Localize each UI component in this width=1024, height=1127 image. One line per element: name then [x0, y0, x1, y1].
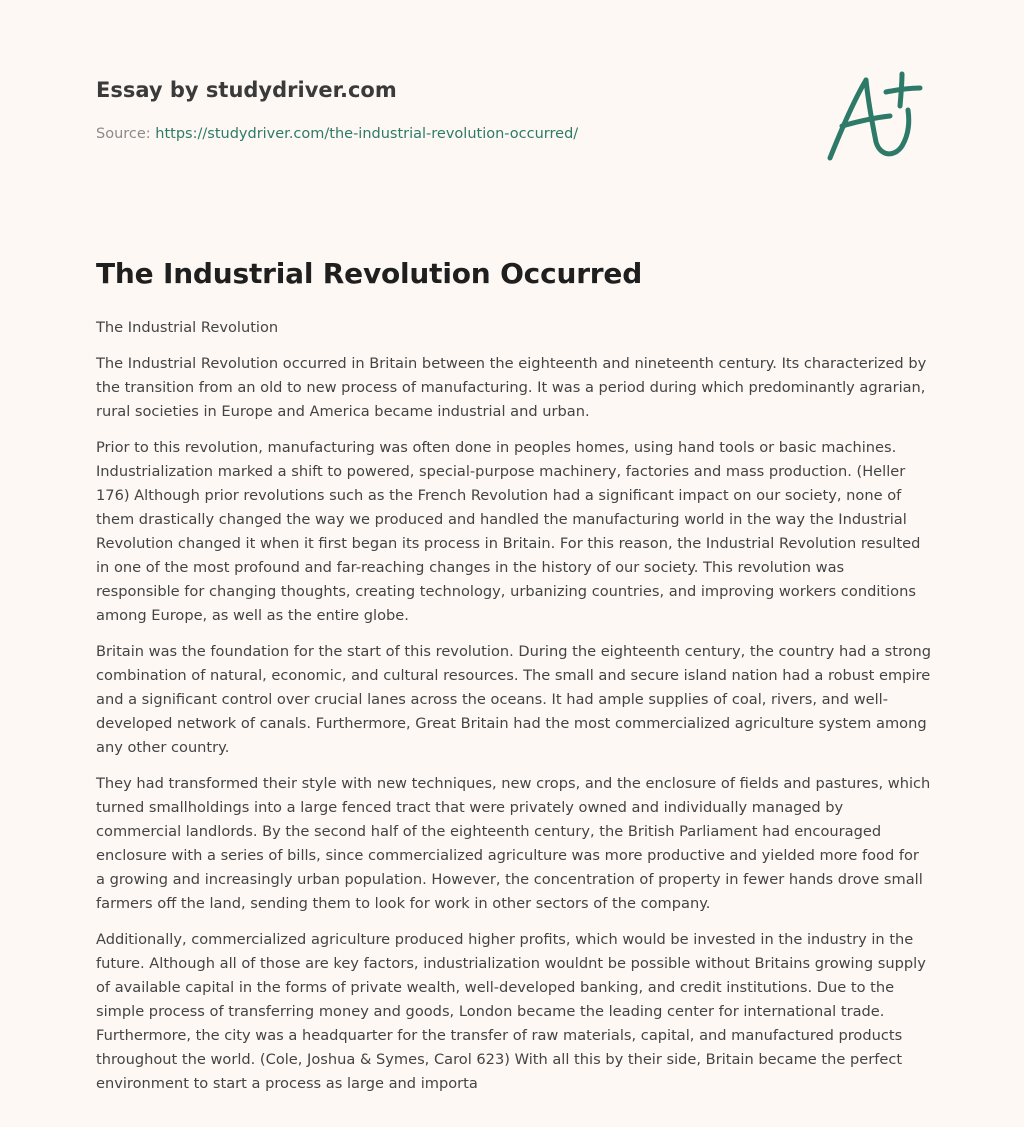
- article-paragraph: Britain was the foundation for the start of this revolution. During the eighteenth century, the country had a strong combination of natural, economic, and cultural resources. The small and secure island nation had a robust empire and a significant control over crucial lanes across the oceans. It had ample supplies of coal, rivers, and well-developed network of canals. Furthermore, Great Britain had the most commercialized agriculture system among any other country.: [96, 643, 932, 756]
- a-plus-grade-icon: [820, 66, 930, 166]
- article-paragraph: Additionally, commercialized agriculture produced higher profits, which would be invested in the industry in the future. Although all of those are key factors, industrialization wouldnt be possible without Britains growing supply of available capital in the forms of private wealth, well-developed banking, and credit institutions. Due to the simple process of transferring money and goods, London became the leading center for international trade. Furthermore, the city was a headquarter for the transfer of raw materials, capital, and manufactured products throughout the world. (Cole, Joshua & Symes, Carol 623) With all this by their side, Britain became the perfect environment to start a process as large and importa: [96, 931, 926, 1092]
- article-body: [96, 316, 932, 1108]
- page-header: [96, 76, 796, 144]
- source-link[interactable]: https://studydriver.com/the-industrial-revolution-occurred/: [155, 126, 579, 142]
- article-title: The Industrial Revolution Occurred: [96, 257, 643, 290]
- source-line: [96, 124, 796, 144]
- article-paragraph: The Industrial Revolution occurred in Britain between the eighteenth and nineteenth century. Its characterized by the transition from an old to new process of manufacturing. It was a period during which predominantly agrarian, rural societies in Europe and America became industrial and urban.: [96, 355, 927, 420]
- article-paragraph: Prior to this revolution, manufacturing was often done in peoples homes, using hand tools or basic machines. Industrialization marked a shift to powered, special-purpose machinery, factories and mass production. (Heller 176) Although prior revolutions such as the French Revolution had a significant impact on our society, none of them drastically changed the way we produced and handled the manufacturing world in the way the Industrial Revolution changed it when it first began its process in Britain. For this reason, the Industrial Revolution resulted in one of the most profound and far-reaching changes in the history of our society. This revolution was responsible for changing thoughts, creating technology, urbanizing countries, and improving workers conditions among Europe, as well as the entire globe.: [96, 439, 921, 624]
- article-subtitle: The Industrial Revolution: [96, 319, 279, 336]
- site-brand: Essay by studydriver.com: [96, 78, 397, 102]
- article-paragraph: They had transformed their style with new techniques, new crops, and the enclosure of fields and pastures, which turned smallholdings into a large fenced tract that were privately owned and individually managed by commercial landlords. By the second half of the eighteenth century, the British Parliament had encouraged enclosure with a series of bills, since commercialized agriculture was more productive and yielded more food for a growing and increasingly urban population. However, the concentration of property in fewer hands drove small farmers off the land, sending them to look for work in other sectors of the company.: [96, 775, 931, 912]
- source-label: Source:: [96, 126, 151, 142]
